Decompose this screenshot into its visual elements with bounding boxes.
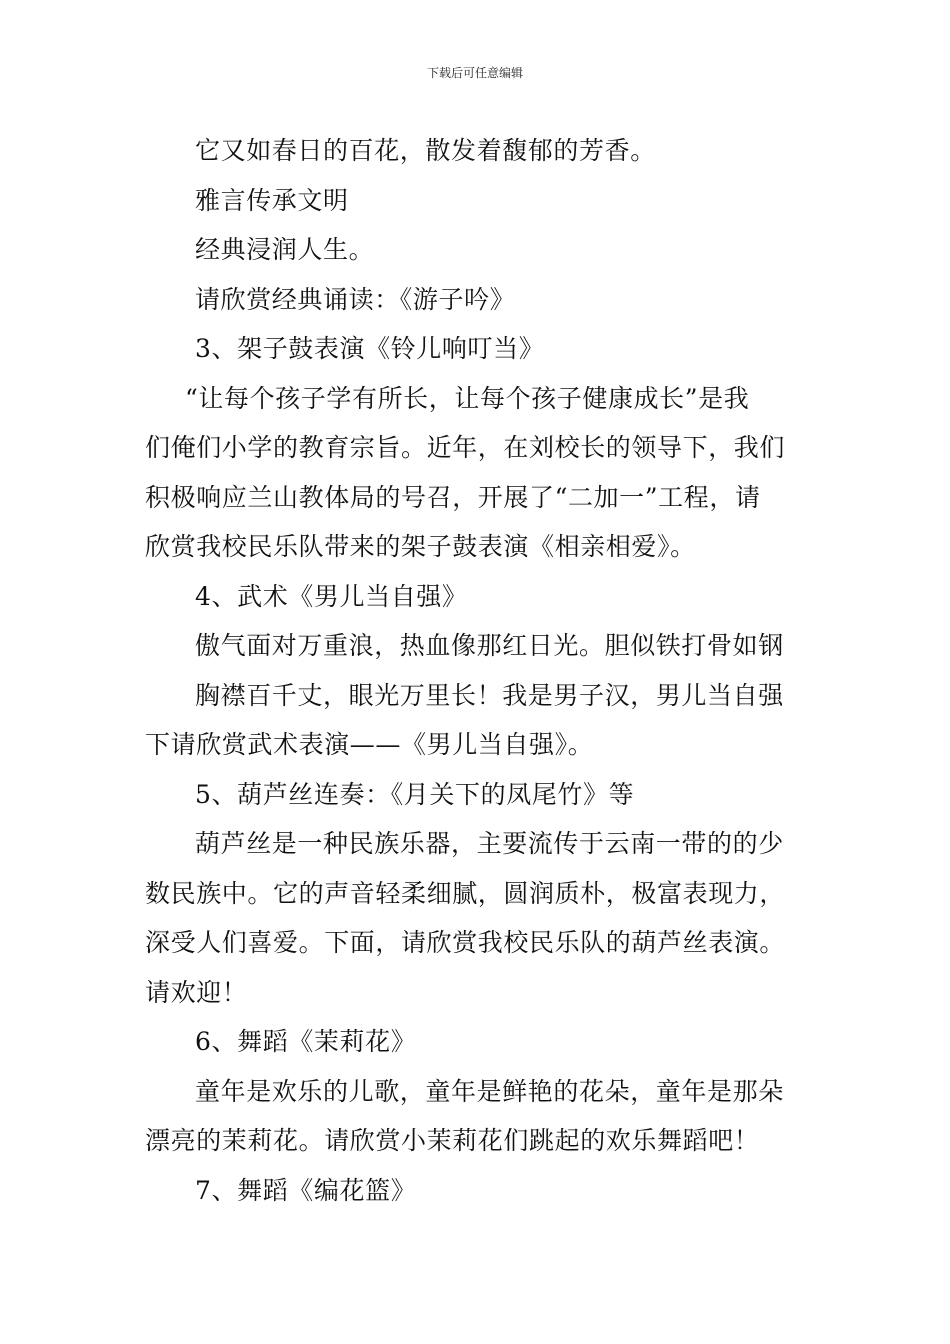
- paragraph-line: 经典浸润人生。: [195, 235, 375, 264]
- paragraph-line: 它又如春日的百花，散发着馥郁的芳香。: [195, 136, 656, 165]
- paragraph-line: 深受人们喜爱。下面，请欣赏我校民乐队的葫芦丝表演。: [145, 928, 786, 957]
- paragraph-line: 数民族中。它的声音轻柔细腻，圆润质朴，极富表现力，: [145, 878, 786, 908]
- section-heading: 7、舞蹈《编花篮》: [195, 1175, 417, 1205]
- paragraph-line: 请欢迎！: [145, 977, 248, 1007]
- section-heading: 4、武术《男儿当自强》: [195, 581, 468, 611]
- paragraph-line: 下请欣赏武术表演——《男儿当自强》。: [145, 730, 594, 759]
- paragraph-line: 雅言传承文明: [195, 185, 349, 215]
- paragraph-line: 漂亮的茉莉花。请欣赏小茉莉花们跳起的欢乐舞蹈吧！: [145, 1126, 760, 1155]
- paragraph-line: 傲气面对万重浪，热血像那红日光。胆似铁打骨如钢: [195, 631, 784, 660]
- page-header: 下载后可任意编辑: [426, 66, 523, 80]
- paragraph-line: 积极响应兰山教体局的号召，开展了“二加一”工程，请: [145, 482, 761, 512]
- paragraph-line: 胸襟百千丈，眼光万里长！我是男子汉，男儿当自强: [195, 680, 784, 710]
- paragraph-line: 葫芦丝是一种民族乐器，主要流传于云南一带的的少: [195, 829, 784, 858]
- paragraph-line: 欣赏我校民乐队带来的架子鼓表演《相亲相爱》。: [145, 532, 696, 561]
- section-heading: 6、舞蹈《茉莉花》: [195, 1027, 417, 1056]
- paragraph-line: 请欣赏经典诵读：《游子吟》: [195, 284, 516, 314]
- section-heading: 5、葫芦丝连奏：《月关下的凤尾竹》等: [195, 779, 635, 809]
- section-heading: 3、架子鼓表演《铃儿响叮当》: [195, 334, 545, 363]
- paragraph-line: 童年是欢乐的儿歌，童年是鲜艳的花朵，童年是那朵: [195, 1076, 784, 1106]
- paragraph-line: 们俺们小学的教育宗旨。近年，在刘校长的领导下，我们: [145, 433, 786, 462]
- document-body: [145, 126, 815, 1215]
- paragraph-line: “让每个孩子学有所长，让每个孩子健康成长”是我: [185, 383, 750, 413]
